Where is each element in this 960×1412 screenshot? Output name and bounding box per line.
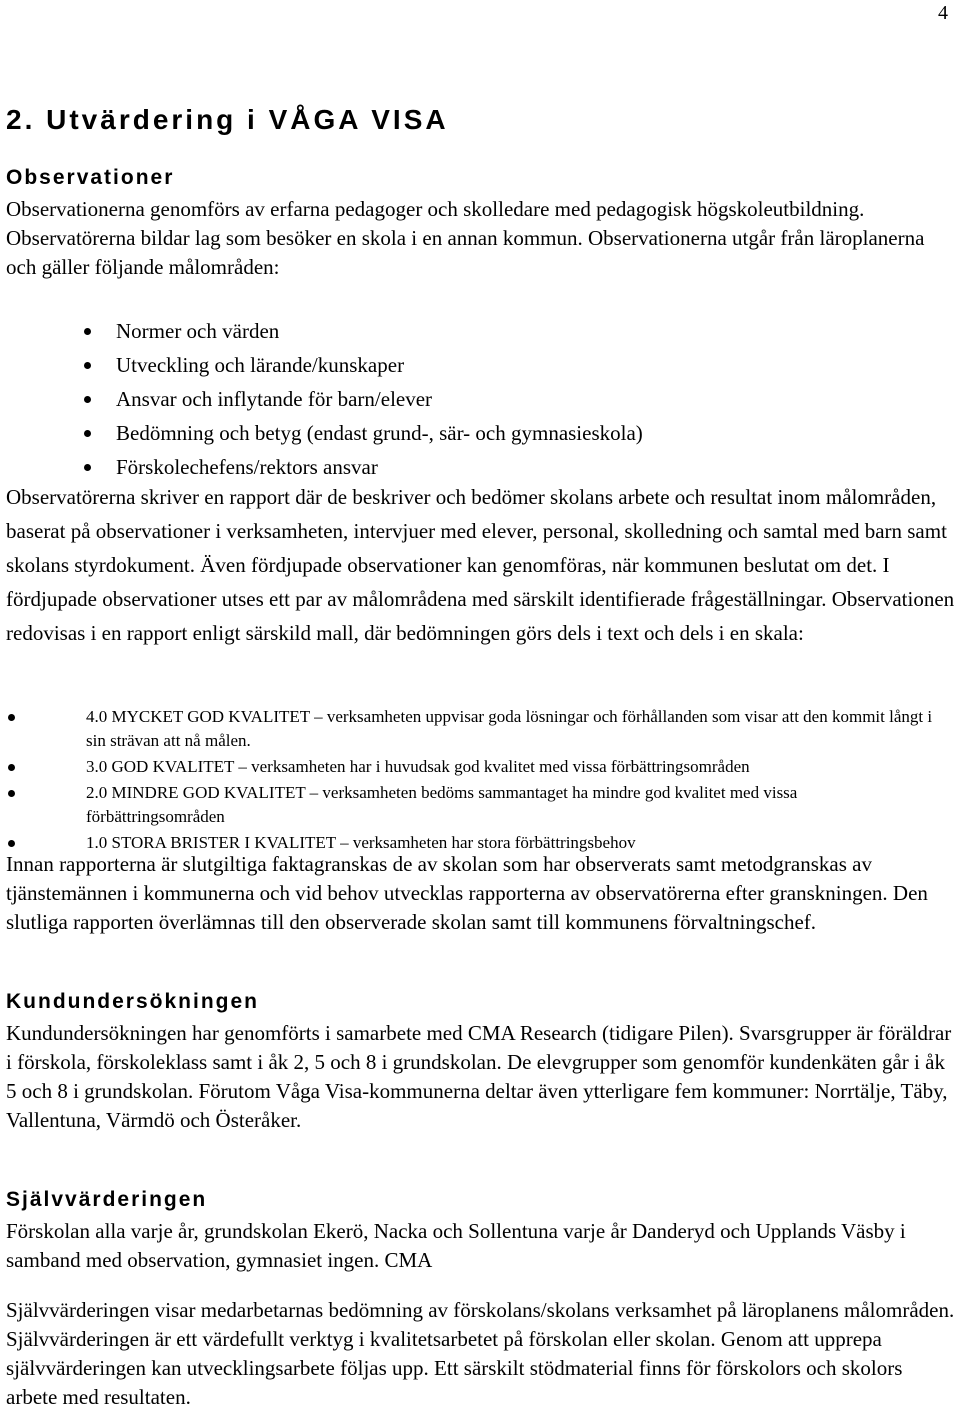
observations-report-text: Observatörerna skriver en rapport där de beskriver och bedömer skolans arbete och resultat inom målområden, baserat på observationer i verksamheten, intervjuer med elever, personal, skolledning och samtal med barn samt skolans styrdokument. Även fördjupade observationer kan genomföras, när kommunen beslutat om det. I fördjupade observationer utses ett par av målområdena med särskilt identifierade frågeställningar. Observationen redovisas i en rapport enligt särskild mall, där bedömningen görs dels i text och dels i en skala: bbox=[6, 485, 955, 645]
goal-areas-list bbox=[84, 314, 643, 484]
self-evaluation-text-1: Förskolan alla varje år, grundskolan Ekerö, Nacka och Sollentuna varje år Danderyd och Upplands Väsby i samband med observation, gymnasiet ingen. CMA bbox=[6, 1219, 906, 1272]
list-item: 2.0 MINDRE GOD KVALITET – verksamheten bedöms sammantaget ha mindre god kvalitet med vissa förbättringsområden bbox=[6, 781, 956, 829]
section-heading-survey: Kundundersökningen bbox=[6, 990, 259, 1013]
page-title: 2. Utvärdering i VÅGA VISA bbox=[6, 104, 449, 135]
list-item: Utveckling och lärande/kunskaper bbox=[84, 348, 643, 382]
list-item: Bedömning och betyg (endast grund-, sär- och gymnasieskola) bbox=[84, 416, 643, 450]
survey-text: Kundundersökningen har genomförts i samarbete med CMA Research (tidigare Pilen). Svarsgrupper är föräldrar i förskola, förskoleklass samt i åk 2, 5 och 8 i grundskolan. De elevgrupper som genomför kundenkäten går i åk 5 och 8 i grundskolan. Förutom Våga Visa-kommunerna deltar även ytterligare fem kommuner: Norrtälje, Täby, Vallentuna, Värmdö och Österåker. bbox=[6, 1021, 952, 1132]
observations-closing: Innan rapporterna är slutgiltiga faktagranskas de av skolan som har observerats samt metodgranskas av tjänstemännen i kommunerna och vid behov utvecklas rapporterna av observatörerna efter granskningen. Den slutliga rapporten överlämnas till den observerade skolan samt till kommunens förvaltningschef. bbox=[6, 852, 928, 934]
quality-scale-list bbox=[6, 705, 956, 855]
self-evaluation-text-2: Självvärderingen visar medarbetarnas bedömning av förskolans/skolans verksamhet på läroplanens målområden. Självvärderingen är ett värdefullt verktyg i kvalitetsarbetet på förskolan eller skolan. Genom att upprepa självvärderingen kan utvecklingsarbete följas upp. Ett särskilt stödmaterial finns för förskolors och skolors arbete med resultaten. bbox=[6, 1298, 955, 1409]
observations-intro: Observationerna genomförs av erfarna pedagoger och skolledare med pedagogisk högskoleutbildning. Observatörerna bildar lag som besöker en skola i en annan kommun. Observationerna utgår från läroplanerna och gäller följande målområden: bbox=[6, 197, 925, 279]
list-item: Ansvar och inflytande för barn/elever bbox=[84, 382, 643, 416]
section-heading-self-evaluation: Självvärderingen bbox=[6, 1188, 208, 1211]
list-item: 3.0 GOD KVALITET – verksamheten har i huvudsak god kvalitet med vissa förbättringsområden bbox=[6, 755, 956, 779]
list-item: Normer och värden bbox=[84, 314, 643, 348]
list-item: 4.0 MYCKET GOD KVALITET – verksamheten uppvisar goda lösningar och förhållanden som visar att den kommit långt i sin strävan att nå målen. bbox=[6, 705, 956, 753]
page-number: 4 bbox=[938, 2, 948, 24]
list-item: Förskolechefens/rektors ansvar bbox=[84, 450, 643, 484]
section-heading-observations: Observationer bbox=[6, 166, 175, 189]
list-item: 1.0 STORA BRISTER I KVALITET – verksamheten har stora förbättringsbehov bbox=[6, 831, 956, 855]
